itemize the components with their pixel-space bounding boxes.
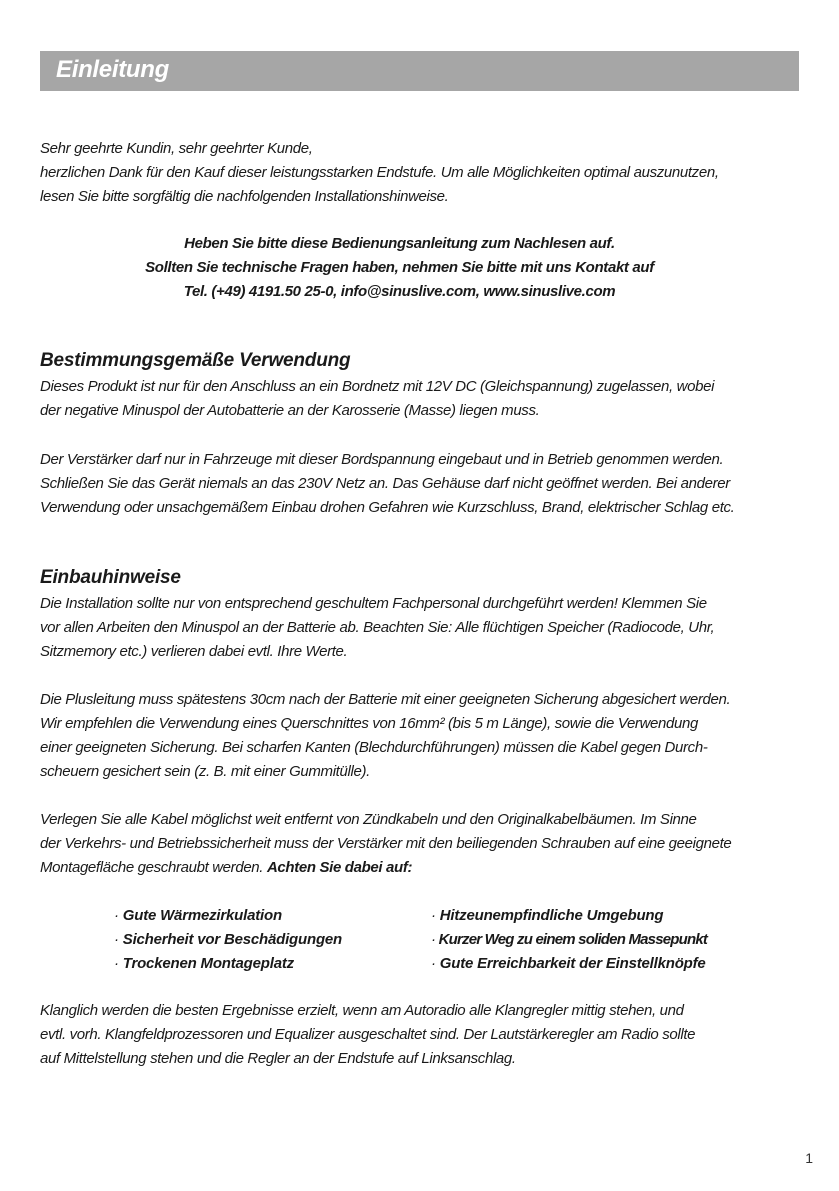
paragraph-line: einer geeigneten Sicherung. Bei scharfen Kanten (Blechdurchführungen) müssen die Kabel gegen Durch-: [40, 739, 708, 756]
installation-paragraph-3: [40, 808, 810, 880]
page-title: Einleitung: [56, 56, 169, 83]
intro-line: Sehr geehrte Kundin, sehr geehrter Kunde,: [40, 140, 313, 157]
paragraph-line: Dieses Produkt ist nur für den Anschluss an ein Bordnetz mit 12V DC (Gleichspannung) zugelassen, wobei: [40, 378, 715, 395]
section-heading-installation: Einbauhinweise: [40, 567, 181, 588]
notice-block: [40, 232, 759, 304]
paragraph-line: der negative Minuspol der Autobatterie an der Karosserie (Masse) liegen muss.: [40, 402, 540, 419]
paragraph-line: der Verkehrs- und Betriebssicherheit muss der Verstärker mit den beiliegenden Schrauben auf eine geeignete: [40, 835, 732, 852]
paragraph-line: evtl. vorh. Klangfeldprozessoren und Equalizer ausgeschaltet sind. Der Lautstärkeregler am Radio sollte: [40, 1026, 696, 1043]
usage-paragraph-2: [40, 448, 810, 520]
intro-line: herzlichen Dank für den Kauf dieser leistungsstarken Endstufe. Um alle Möglichkeiten optimal auszunutzen,: [40, 164, 719, 181]
list-item: · Gute Wärmezirkulation: [114, 904, 342, 928]
list-item: · Kurzer Weg zu einem soliden Massepunkt: [431, 928, 707, 952]
usage-paragraph-1: [40, 375, 810, 423]
paragraph-line: Klanglich werden die besten Ergebnisse erzielt, wenn am Autoradio alle Klangregler mittig stehen, und: [40, 1002, 684, 1019]
section-heading-usage: Bestimmungsgemäße Verwendung: [40, 350, 351, 371]
paragraph-line: Der Verstärker darf nur in Fahrzeuge mit dieser Bordspannung eingebaut und in Betrieb genommen werden.: [40, 451, 724, 468]
checklist-left: [114, 904, 342, 976]
paragraph-line: scheuern gesichert sein (z. B. mit einer Gummitülle).: [40, 763, 370, 780]
paragraph-line: Sitzmemory etc.) verlieren dabei evtl. Ihre Werte.: [40, 643, 348, 660]
notice-line: Sollten Sie technische Fragen haben, nehmen Sie bitte mit uns Kontakt auf: [145, 259, 654, 276]
installation-paragraph-1: [40, 592, 810, 664]
list-item: · Hitzeunempfindliche Umgebung: [431, 904, 707, 928]
list-item: · Trockenen Montageplatz: [114, 952, 342, 976]
paragraph-line: [40, 856, 810, 880]
paragraph-line: Wir empfehlen die Verwendung eines Querschnittes von 16mm² (bis 5 m Länge), sowie die Verwendung: [40, 715, 699, 732]
paragraph-line: Verlegen Sie alle Kabel möglichst weit entfernt von Zündkabeln und den Originalkabelbäumen. Im Sinne: [40, 811, 697, 828]
paragraph-line: Verwendung oder unsachgemäßem Einbau drohen Gefahren wie Kurzschluss, Brand, elektrischer Schlag etc.: [40, 499, 735, 516]
installation-paragraph-4: [40, 999, 810, 1071]
installation-paragraph-2: [40, 688, 810, 784]
intro-line: lesen Sie bitte sorgfältig die nachfolgenden Installationshinweise.: [40, 188, 449, 205]
list-item: · Gute Erreichbarkeit der Einstellknöpfe: [431, 952, 707, 976]
paragraph-line: Die Plusleitung muss spätestens 30cm nach der Batterie mit einer geeigneten Sicherung abgesichert werden.: [40, 691, 731, 708]
list-item: · Sicherheit vor Beschädigungen: [114, 928, 342, 952]
notice-line: Heben Sie bitte diese Bedienungsanleitung zum Nachlesen auf.: [184, 235, 615, 252]
page-number: 1: [805, 1150, 813, 1166]
paragraph-text: Montagefläche geschraubt werden.: [40, 859, 267, 876]
paragraph-line: Schließen Sie das Gerät niemals an das 230V Netz an. Das Gehäuse darf nicht geöffnet werden. Bei anderer: [40, 475, 730, 492]
paragraph-line: auf Mittelstellung stehen und die Regler an der Endstufe auf Linksanschlag.: [40, 1050, 516, 1067]
header-bar: [40, 51, 799, 91]
paragraph-line: vor allen Arbeiten den Minuspol an der Batterie ab. Beachten Sie: Alle flüchtigen Speicher (Radiocode, Uhr,: [40, 619, 715, 636]
emphasis-text: Achten Sie dabei auf:: [266, 859, 413, 876]
checklist-right: [431, 904, 707, 976]
paragraph-line: Die Installation sollte nur von entsprechend geschultem Fachpersonal durchgeführt werden! Klemmen Sie: [40, 595, 707, 612]
contact-line: Tel. (+49) 4191.50 25-0, info@sinuslive.com, www.sinuslive.com: [183, 283, 616, 300]
intro-paragraph: [40, 137, 810, 209]
